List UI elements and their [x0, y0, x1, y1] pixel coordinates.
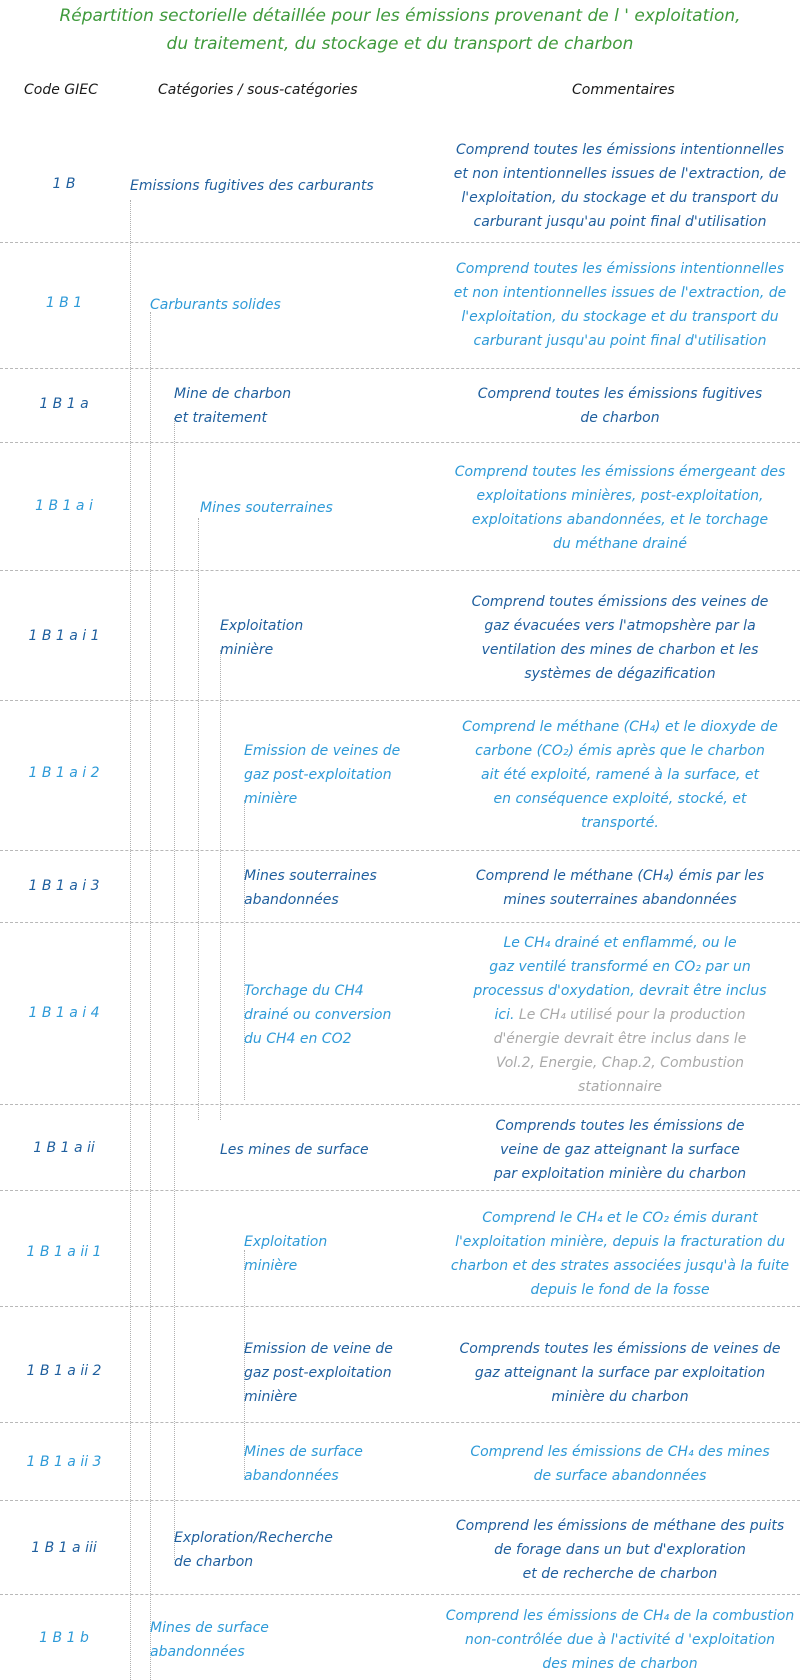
table-row: [0, 1428, 800, 1500]
row-separator: [0, 1594, 800, 1595]
category-line: Mines de surface: [244, 1444, 363, 1460]
comment-line: Comprend les émissions de CH₄ des mines: [470, 1444, 770, 1460]
category-line: minière: [220, 642, 274, 658]
comment-line: systèmes de dégazification: [524, 666, 716, 682]
table-row: [0, 242, 800, 368]
comment-line: du méthane drainé: [553, 536, 687, 552]
comment-line: Comprend le CH₄ et le CO₂ émis durant: [482, 1210, 758, 1226]
row-comment: [440, 590, 800, 686]
comment-line-grey: d'énergie devrait être inclus dans le: [493, 1031, 747, 1047]
comment-line-grey: stationnaire: [578, 1079, 662, 1095]
row-category: [174, 1526, 333, 1574]
comment-line: Comprend les émissions de CH₄ de la combustion: [445, 1608, 795, 1624]
header-code: Code GIEC: [24, 82, 98, 98]
category-line: Carburants solides: [150, 297, 281, 313]
comment-line: l'exploitation minière, depuis la fracturation du: [455, 1234, 785, 1250]
category-line: Mines souterraines: [200, 500, 333, 516]
comment-line: exploitations minières, post-exploitation,: [476, 488, 764, 504]
row-comment: [440, 460, 800, 556]
comment-line: l'exploitation, du stockage et du transport du: [461, 309, 779, 325]
row-comment: [440, 257, 800, 353]
table-row: [0, 1192, 800, 1316]
table-row: [0, 1510, 800, 1590]
comment-line: de surface abandonnées: [533, 1468, 707, 1484]
row-category: [200, 496, 333, 520]
table-row: [0, 1322, 800, 1424]
row-separator: [0, 1104, 800, 1105]
row-category: [244, 864, 377, 912]
comment-line: Comprend les émissions de méthane des puits: [455, 1518, 785, 1534]
comment-line: gaz ventilé transformé en CO₂ par un: [489, 959, 751, 975]
category-line: gaz post-exploitation: [244, 1365, 392, 1381]
comment-line: de forage dans un but d'exploration: [494, 1542, 746, 1558]
row-separator: [0, 1190, 800, 1191]
header-category: Catégories / sous-catégories: [158, 82, 358, 98]
row-code: 1 B 1 a i 4: [28, 1005, 100, 1021]
comment-line: de charbon: [580, 410, 660, 426]
comment-fragment: ici.: [494, 1007, 515, 1023]
table-row: [0, 370, 800, 442]
comment-line: processus d'oxydation, devrait être inclus: [473, 983, 767, 999]
comment-line: Le CH₄ drainé et enflammé, ou le: [503, 935, 737, 951]
row-code: 1 B 1 a ii 2: [26, 1363, 102, 1379]
row-code: 1 B 1 a i 1: [28, 628, 100, 644]
comment-line: Comprend toutes les émissions intentionnelles: [456, 142, 784, 158]
table-row: [0, 446, 800, 570]
comment-line: Comprend le méthane (CH₄) émis par les: [475, 868, 765, 884]
table-row: [0, 134, 800, 238]
category-line: Torchage du CH4: [244, 983, 364, 999]
comment-line: Comprend toutes émissions des veines de: [471, 594, 769, 610]
comment-line: gaz atteignant la surface par exploitation: [474, 1365, 766, 1381]
row-comment: [440, 931, 800, 1099]
comment-line: gaz évacuées vers l'atmopshère par la: [484, 618, 756, 634]
row-category: [150, 1616, 269, 1664]
category-line: Exploitation: [220, 618, 304, 634]
category-line: Mines de surface: [150, 1620, 269, 1636]
row-comment: [440, 864, 800, 912]
category-line: abandonnées: [244, 892, 339, 908]
comment-line: Comprend toutes les émissions émergeant des: [454, 464, 786, 480]
comment-line: Comprend toutes les émissions fugitives: [477, 386, 763, 402]
row-code: 1 B 1 a ii 3: [26, 1454, 102, 1470]
comment-line: non-contrôlée due à l'activité d 'exploitation: [464, 1632, 776, 1648]
row-category: [244, 1440, 363, 1488]
row-code: 1 B 1 a: [39, 396, 89, 412]
comment-line: veine de gaz atteignant la surface: [500, 1142, 740, 1158]
comment-line: et non intentionnelles issues de l'extraction, de: [453, 166, 787, 182]
comment-line: carburant jusqu'au point final d'utilisation: [473, 214, 767, 230]
row-category: [174, 382, 291, 430]
comment-line: et non intentionnelles issues de l'extraction, de: [453, 285, 787, 301]
category-line: Mine de charbon: [174, 386, 292, 402]
category-line: minière: [244, 791, 298, 807]
table-row: [0, 1110, 800, 1190]
category-line: et traitement: [174, 410, 267, 426]
row-separator: [0, 442, 800, 443]
table-row: [0, 702, 800, 848]
row-category: [244, 1230, 327, 1278]
row-separator: [0, 368, 800, 369]
comment-line-grey: Vol.2, Energie, Chap.2, Combustion: [495, 1055, 745, 1071]
comment-line: transporté.: [581, 815, 659, 831]
comment-line: depuis le fond de la fosse: [530, 1282, 710, 1298]
category-line: Exploitation: [244, 1234, 328, 1250]
comment-line: carbone (CO₂) émis après que le charbon: [475, 743, 765, 759]
header-comment: Commentaires: [572, 82, 675, 98]
table-row: [0, 1600, 800, 1680]
category-line: Exploration/Recherche: [174, 1530, 333, 1546]
comment-line: minière du charbon: [551, 1389, 689, 1405]
row-comment: [440, 1440, 800, 1488]
comment-line: charbon et des strates associées jusqu'à la fuite: [450, 1258, 790, 1274]
page-title: [20, 2, 780, 58]
comment-line: Comprend le méthane (CH₄) et le dioxyde de: [462, 719, 778, 735]
comment-line: des mines de charbon: [542, 1656, 698, 1672]
comment-line: Comprends toutes les émissions de: [495, 1118, 745, 1134]
row-comment: [440, 1206, 800, 1302]
row-category: [244, 739, 400, 811]
category-line: Emission de veine de: [244, 1341, 393, 1357]
title-line-2: du traitement, du stockage et du transport de charbon: [166, 34, 634, 54]
comment-line: Comprend toutes les émissions intentionnelles: [456, 261, 784, 277]
row-code: 1 B 1 b: [39, 1630, 89, 1646]
comment-line: en conséquence exploité, stocké, et: [493, 791, 747, 807]
comment-line: Comprends toutes les émissions de veines de: [459, 1341, 781, 1357]
category-line: Les mines de surface: [220, 1142, 369, 1158]
comment-line: et de recherche de charbon: [522, 1566, 718, 1582]
category-line: gaz post-exploitation: [244, 767, 392, 783]
row-code: 1 B 1: [45, 295, 83, 311]
row-category: [244, 979, 391, 1051]
row-comment: [440, 1514, 800, 1586]
row-comment: [440, 1337, 800, 1409]
category-line: abandonnées: [244, 1468, 339, 1484]
row-separator: [0, 570, 800, 571]
table-row: [0, 852, 800, 924]
row-separator: [0, 1500, 800, 1501]
category-line: abandonnées: [150, 1644, 245, 1660]
comment-line: par exploitation minière du charbon: [493, 1166, 747, 1182]
comment-line: carburant jusqu'au point final d'utilisation: [473, 333, 767, 349]
row-comment: [440, 1114, 800, 1186]
row-code: 1 B 1 a i 2: [28, 765, 100, 781]
row-code: 1 B 1 a i: [35, 498, 93, 514]
row-code: 1 B 1 a iii: [31, 1540, 97, 1556]
comment-line-mixed: [440, 1003, 800, 1027]
row-category: [130, 174, 374, 198]
row-category: [220, 1138, 369, 1162]
category-line: minière: [244, 1258, 298, 1274]
category-line: du CH4 en CO2: [244, 1031, 352, 1047]
row-category: [220, 614, 303, 662]
category-line: minière: [244, 1389, 298, 1405]
row-category: [150, 293, 281, 317]
row-comment: [440, 1604, 800, 1676]
row-code: 1 B 1 a ii 1: [26, 1244, 102, 1260]
row-code: 1 B 1 a ii: [33, 1140, 95, 1156]
comment-fragment-grey: Le CH₄ utilisé pour la production: [514, 1007, 746, 1023]
title-line-1: Répartition sectorielle détaillée pour les émissions provenant de l ' exploitation,: [59, 6, 741, 26]
comment-line: ait été exploité, ramené à la surface, et: [481, 767, 759, 783]
row-code: 1 B: [52, 176, 76, 192]
row-comment: [440, 715, 800, 835]
table-row: [0, 576, 800, 700]
row-code: 1 B 1 a i 3: [28, 878, 100, 894]
category-line: de charbon: [174, 1554, 254, 1570]
row-separator: [0, 850, 800, 851]
comment-line: l'exploitation, du stockage et du transport du: [461, 190, 779, 206]
category-line: Emissions fugitives des carburants: [130, 178, 374, 194]
row-category: [244, 1337, 393, 1409]
comment-line: exploitations abandonnées, et le torchage: [471, 512, 769, 528]
row-separator: [0, 700, 800, 701]
comment-line: ventilation des mines de charbon et les: [481, 642, 759, 658]
category-line: drainé ou conversion: [244, 1007, 392, 1023]
category-line: Mines souterraines: [244, 868, 377, 884]
table-row: [0, 926, 800, 1104]
comment-line: mines souterraines abandonnées: [503, 892, 737, 908]
category-line: Emission de veines de: [244, 743, 401, 759]
row-comment: [440, 138, 800, 234]
row-comment: [440, 382, 800, 430]
